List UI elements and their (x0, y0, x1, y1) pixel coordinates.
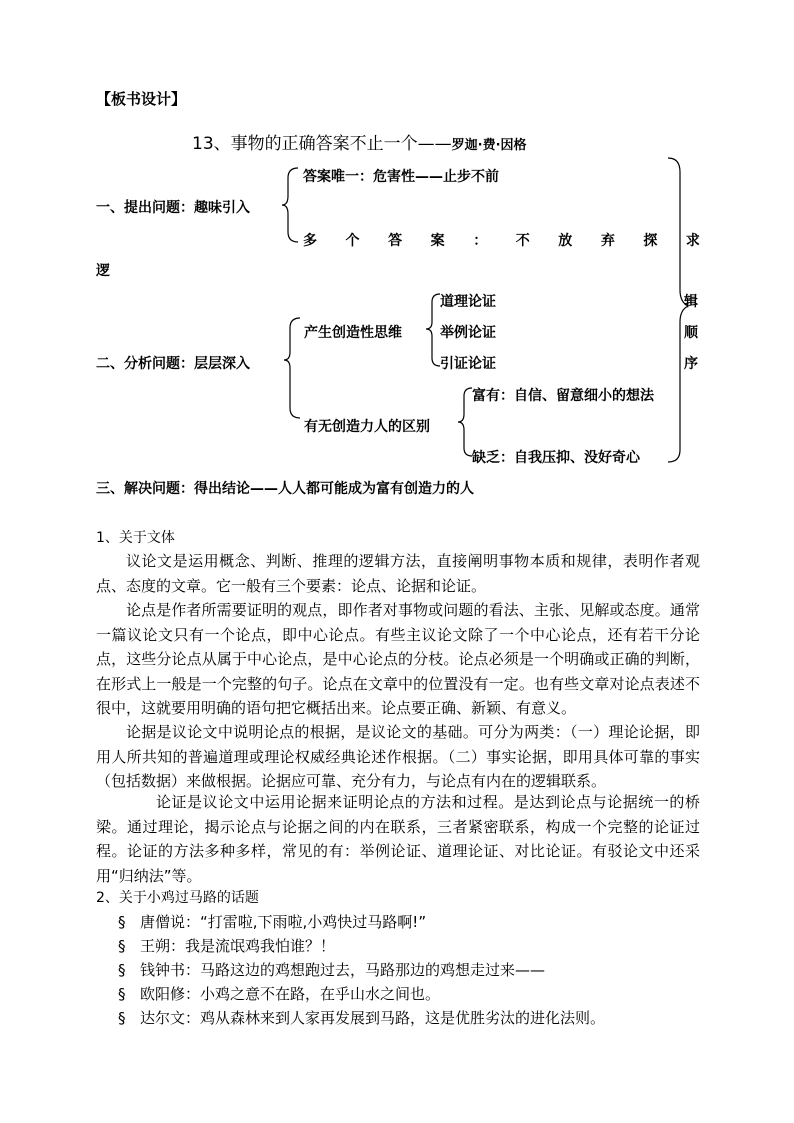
section2-label: 二、分析问题：层层深入 (96, 356, 250, 372)
method-item: 举例论证 (440, 325, 496, 341)
branch-many-char: 求 (685, 233, 700, 249)
quote-text: 达尔文：鸡从森林来到人家再发展到马路，这是优胜劣汰的进化法则。 (140, 1009, 606, 1027)
section1-label: 一、提出问题：趣味引入 (96, 200, 250, 216)
branch-many-char: 探 (643, 233, 658, 249)
quote-text: 王朔：我是流氓鸡我怕谁？！ (140, 937, 336, 955)
difference-lack: 缺乏：自我压抑、没好奇心 (472, 450, 640, 466)
side-char: 序 (684, 356, 698, 372)
lesson-title (192, 129, 527, 154)
section1-branch-one: 答案唯一：危害性——止步不前 (303, 169, 499, 185)
board-design-heading: 【板书设计】 (96, 90, 187, 108)
notes-paragraph: 论据是议论文中说明论点的根据，是议论文的基础。可分为两类：（一）理论论据，即用人所共知的普遍道理或理论权威经典论述作根据。（二）事实论据，即用具体可靠的事实（包括数据）来做根据。论据应可靠、充分有力，与论点有内在的逻辑联系。 (96, 723, 700, 790)
bullet-icon: § (118, 1009, 126, 1027)
notes-paragraph: 议论文是运用概念、判断、推理的逻辑方法，直接阐明事物本质和规律，表明作者观点、态度的文章。它一般有三个要素：论点、论据和论证。 (96, 552, 700, 595)
section1-wrap-char: 逻 (96, 263, 110, 279)
quote-text: 唐僧说：“打雷啦,下雨啦,小鸡快过马路啊!” (140, 913, 427, 931)
notes-part2-title: 2、关于小鸡过马路的话题 (96, 890, 259, 906)
quote-item (118, 935, 335, 956)
difference-rich: 富有：自信、留意细小的想法 (472, 388, 654, 404)
branch-many-char: 案 (430, 233, 445, 249)
quote-item (118, 1007, 605, 1028)
section2-subA-label: 产生创造性思维 (304, 325, 402, 341)
quote-text: 欧阳修：小鸡之意不在路，在乎山水之间也。 (140, 985, 441, 1003)
bullet-icon: § (118, 937, 126, 955)
method-item: 道理论证 (440, 294, 496, 310)
method-item: 引证论证 (440, 356, 496, 372)
branch-many-char: 放 (558, 233, 573, 249)
brace-section1 (282, 168, 298, 242)
quote-item (118, 983, 440, 1004)
branch-many-char: 个 (345, 233, 360, 249)
lesson-title-main: 13、事物的正确答案不止一个—— (192, 134, 452, 154)
side-char: 辑 (684, 294, 698, 310)
quote-text: 钱钟书：马路这边的鸡想跑过去，马路那边的鸡想走过来—— (140, 961, 546, 979)
brace-section2 (284, 318, 300, 418)
branch-many-char: 弃 (600, 233, 615, 249)
bullet-icon: § (118, 985, 126, 1003)
brace-difference (458, 388, 472, 456)
branch-many-char: 不 (515, 233, 530, 249)
branch-many-char: 答 (388, 233, 403, 249)
branch-many-char: ： (473, 233, 488, 249)
notes-paragraph: 论证是议论文中运用论据来证明论点的方法和过程。是达到论点与论据统一的桥梁。通过理论，揭示论点与论据之间的内在联系，三者紧密联系，构成一个完整的论证过程。论证的方法多种多样，常见的有：举例论证、道理论证、对比论证。有驳论文中还采用“归纳法”等。 (96, 793, 700, 885)
section1-branch-many (303, 230, 700, 250)
notes-part1-title: 1、关于文体 (96, 530, 175, 546)
side-char: 顺 (684, 325, 698, 341)
quote-item (118, 959, 545, 980)
section3-label: 三、解决问题：得出结论——人人都可能成为富有创造力的人 (96, 481, 474, 497)
lesson-title-author: 罗迦·费·因格 (451, 138, 527, 153)
quote-item (118, 911, 426, 932)
branch-many-char: 多 (303, 233, 317, 249)
bullet-icon: § (118, 961, 126, 979)
brace-methods (426, 294, 440, 366)
section2-subB-label: 有无创造力人的区别 (304, 419, 430, 435)
bullet-icon: § (118, 913, 126, 931)
notes-paragraph: 论点是作者所需要证明的观点，即作者对事物或问题的看法、主张、见解或态度。通常一篇议论文只有一个论点，即中心论点。有些主议论文除了一个中心论点，还有若干分论点，这些分论点从属于中心论点，是中心论点的分枝。论点必须是一个明确或正确的判断，在形式上一般是一个完整的句子。论点在文章中的位置没有一定。也有些文章对论点表述不很中，这就要用明确的语句把它概括出来。论点要正确、新颖、有意义。 (96, 601, 700, 717)
